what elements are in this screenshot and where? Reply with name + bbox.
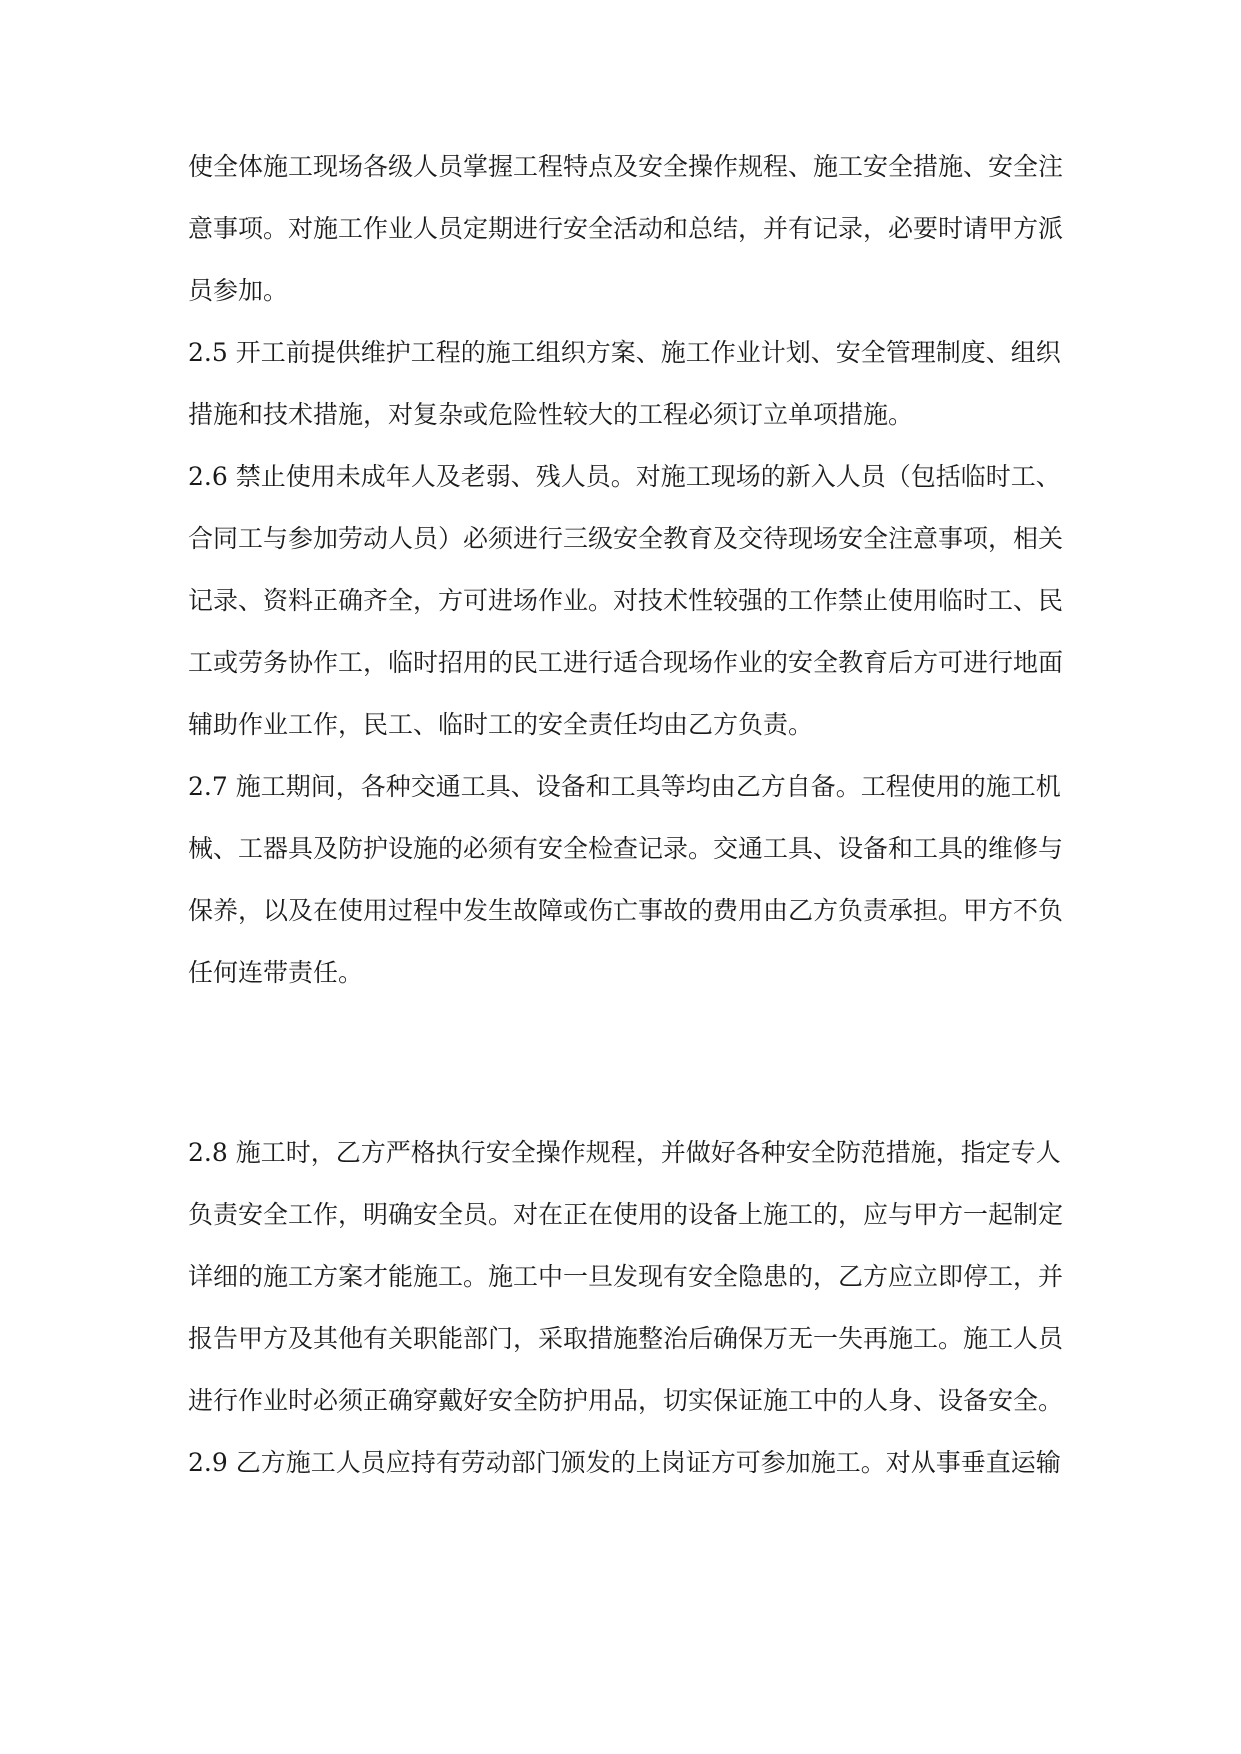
text-line: 员参加。 <box>188 276 289 305</box>
text-line: 2.8 施工时，乙方严格执行安全操作规程，并做好各种安全防范措施，指定专人 <box>188 1138 1061 1167</box>
text-line: 详细的施工方案才能施工。施工中一旦发现有安全隐患的，乙方应立即停工，并 <box>188 1262 1064 1291</box>
text-line: 意事项。对施工作业人员定期进行安全活动和总结，并有记录，必要时请甲方派 <box>188 214 1064 243</box>
text-line: 械、工器具及防护设施的必须有安全检查记录。交通工具、设备和工具的维修与 <box>188 834 1064 863</box>
text-line: 工或劳务协作工，临时招用的民工进行适合现场作业的安全教育后方可进行地面 <box>188 648 1064 677</box>
text-line: 措施和技术措施，对复杂或危险性较大的工程必须订立单项措施。 <box>188 400 914 429</box>
text-line: 2.6 禁止使用未成年人及老弱、残人员。对施工现场的新入人员（包括临时工、 <box>188 462 1061 491</box>
text-line: 保养，以及在使用过程中发生故障或伤亡事故的费用由乙方负责承担。甲方不负 <box>188 896 1064 925</box>
text-line: 记录、资料正确齐全，方可进场作业。对技术性较强的工作禁止使用临时工、民 <box>188 586 1064 615</box>
text-line: 任何连带责任。 <box>188 958 364 987</box>
text-line: 2.9 乙方施工人员应持有劳动部门颁发的上岗证方可参加施工。对从事垂直运输 <box>188 1448 1061 1477</box>
text-line: 辅助作业工作，民工、临时工的安全责任均由乙方负责。 <box>188 710 814 739</box>
text-line: 负责安全工作，明确安全员。对在正在使用的设备上施工的，应与甲方一起制定 <box>188 1200 1064 1229</box>
text-line: 报告甲方及其他有关职能部门，采取措施整治后确保万无一失再施工。施工人员 <box>188 1324 1064 1353</box>
text-line: 2.7 施工期间，各种交通工具、设备和工具等均由乙方自备。工程使用的施工机 <box>188 772 1061 801</box>
text-line: 进行作业时必须正确穿戴好安全防护用品，切实保证施工中的人身、设备安全。 <box>188 1386 1064 1415</box>
text-line: 使全体施工现场各级人员掌握工程特点及安全操作规程、施工安全措施、安全注 <box>188 152 1064 181</box>
text-line: 2.5 开工前提供维护工程的施工组织方案、施工作业计划、安全管理制度、组织 <box>188 338 1061 367</box>
text-line: 合同工与参加劳动人员）必须进行三级安全教育及交待现场安全注意事项，相关 <box>188 524 1064 553</box>
